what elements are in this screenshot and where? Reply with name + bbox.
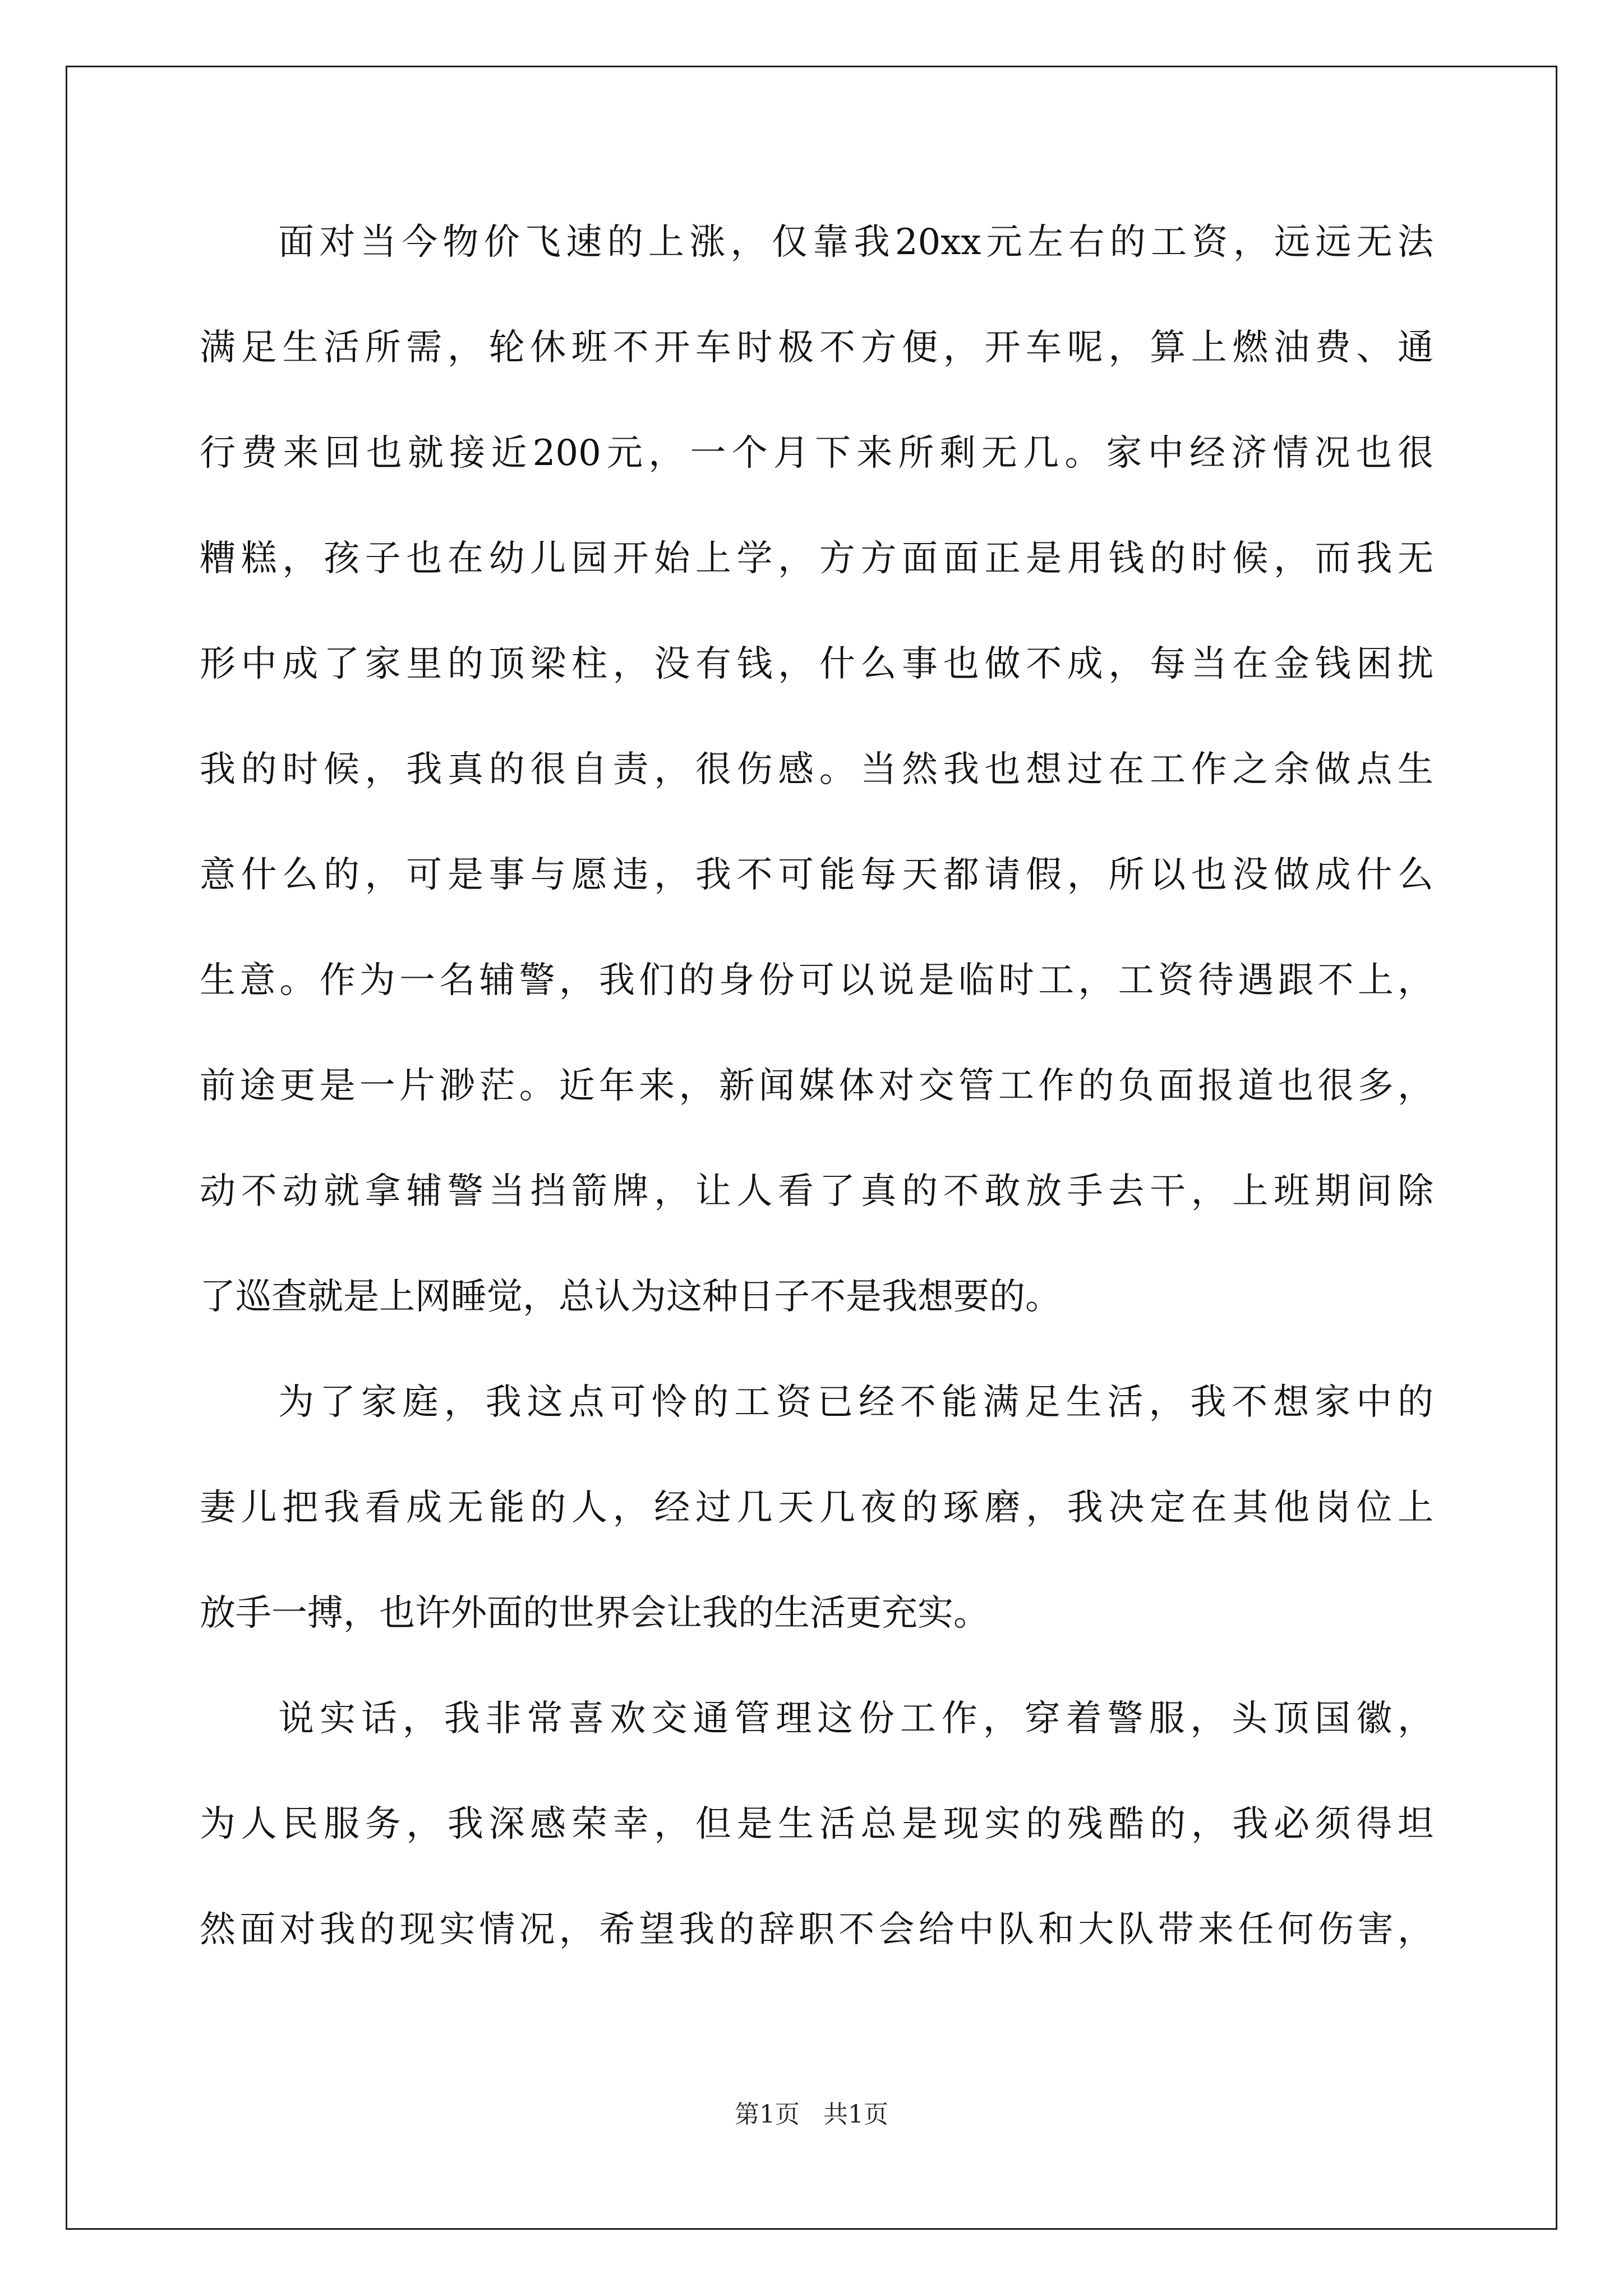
paragraph-3-line-3: 然面对我的现实情况，希望我的辞职不会给中队和大队带来任何伤害， [200, 1909, 1433, 1950]
page-number-footer: 第1页 共1页 [735, 2100, 888, 2129]
paragraph-2-line-1: 为了家庭，我这点可怜的工资已经不能满足生活，我不想家中的 [278, 1382, 1433, 1423]
paragraph-1-line-1: 面对当今物价飞速的上涨，仅靠我20xx元左右的工资，远远无法 [278, 222, 1433, 263]
paragraph-1-line-9: 前途更是一片渺茫。近年来，新闻媒体对交管工作的负面报道也很多， [200, 1065, 1433, 1107]
paragraph-3-line-1: 说实话，我非常喜欢交通管理这份工作，穿着警服，头顶国徽， [278, 1698, 1433, 1740]
paragraph-1-line-11: 了巡查就是上网睡觉，总认为这种日子不是我想要的。 [200, 1276, 1061, 1318]
paragraph-1-line-2: 满足生活所需，轮休班不开车时极不方便，开车呢，算上燃油费、通 [200, 327, 1433, 369]
paragraph-1-line-8: 生意。作为一名辅警，我们的身份可以说是临时工，工资待遇跟不上， [200, 960, 1433, 1001]
paragraph-1-line-4: 糟糕，孩子也在幼儿园开始上学，方方面面正是用钱的时候，而我无 [200, 538, 1433, 579]
paragraph-1-line-6: 我的时候，我真的很自责，很伤感。当然我也想过在工作之余做点生 [200, 749, 1433, 790]
paragraph-2-line-2: 妻儿把我看成无能的人，经过几天几夜的琢磨，我决定在其他岗位上 [200, 1487, 1433, 1529]
paragraph-1-line-7: 意什么的，可是事与愿违，我不可能每天都请假，所以也没做成什么 [200, 854, 1433, 896]
paragraph-1-line-5: 形中成了家里的顶梁柱，没有钱，什么事也做不成，每当在金钱困扰 [200, 643, 1433, 685]
paragraph-2-line-3: 放手一搏，也许外面的世界会让我的生活更充实。 [200, 1593, 989, 1634]
paragraph-1-line-10: 动不动就拿辅警当挡箭牌，让人看了真的不敢放手去干，上班期间除 [200, 1171, 1433, 1212]
paragraph-3-line-2: 为人民服务，我深感荣幸，但是生活总是现实的残酷的，我必须得坦 [200, 1803, 1433, 1845]
paragraph-1-line-3: 行费来回也就接近200元，一个月下来所剩无几。家中经济情况也很 [200, 432, 1433, 474]
